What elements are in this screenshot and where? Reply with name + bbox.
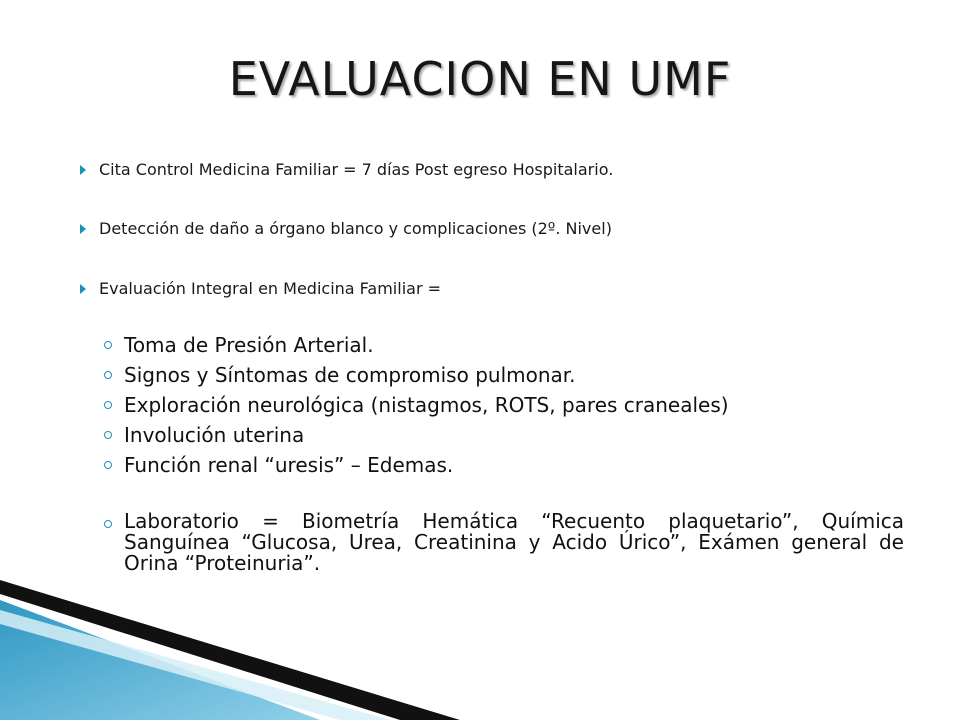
ring-bullet-icon bbox=[104, 461, 112, 469]
ring-bullet-icon bbox=[104, 341, 112, 349]
triangle-bullet-icon bbox=[80, 224, 86, 234]
ring-bullet-icon bbox=[104, 431, 112, 439]
ring-bullet-icon bbox=[104, 520, 112, 528]
sub-item bbox=[104, 453, 453, 477]
ring-bullet-icon bbox=[104, 371, 112, 379]
bullet-text: Cita Control Medicina Familiar = 7 días Post egreso Hospitalario. bbox=[99, 160, 614, 179]
sub-item-text: Involución uterina bbox=[124, 423, 305, 447]
bullet-item bbox=[80, 279, 441, 298]
laboratorio-text: Laboratorio = Biometría Hemática “Recuento plaquetario”, Química Sanguínea “Glucosa, Urea, Creatinina y Acido Úrico”, Exámen general de Orina “Proteinuria”. bbox=[124, 509, 904, 575]
corner-decoration bbox=[0, 580, 460, 720]
sub-item-text: Signos y Síntomas de compromiso pulmonar. bbox=[124, 363, 576, 387]
bullet-item bbox=[80, 160, 613, 179]
laboratorio-item bbox=[104, 511, 904, 574]
bullet-text: Evaluación Integral en Medicina Familiar = bbox=[99, 279, 442, 298]
sub-item-text: Toma de Presión Arterial. bbox=[124, 333, 374, 357]
triangle-bullet-icon bbox=[80, 165, 86, 175]
sub-item-text: Función renal “uresis” – Edemas. bbox=[124, 453, 454, 477]
triangle-bullet-icon bbox=[80, 284, 86, 294]
slide-title: EVALUACION EN UMF bbox=[228, 52, 732, 106]
sub-item bbox=[104, 393, 729, 417]
sub-item bbox=[104, 423, 304, 447]
sub-item bbox=[104, 333, 374, 357]
sub-item bbox=[104, 363, 576, 387]
bullet-item bbox=[80, 219, 612, 238]
sub-item-text: Exploración neurológica (nistagmos, ROTS, pares craneales) bbox=[124, 393, 729, 417]
bullet-text: Detección de daño a órgano blanco y complicaciones (2º. Nivel) bbox=[99, 219, 612, 238]
ring-bullet-icon bbox=[104, 401, 112, 409]
